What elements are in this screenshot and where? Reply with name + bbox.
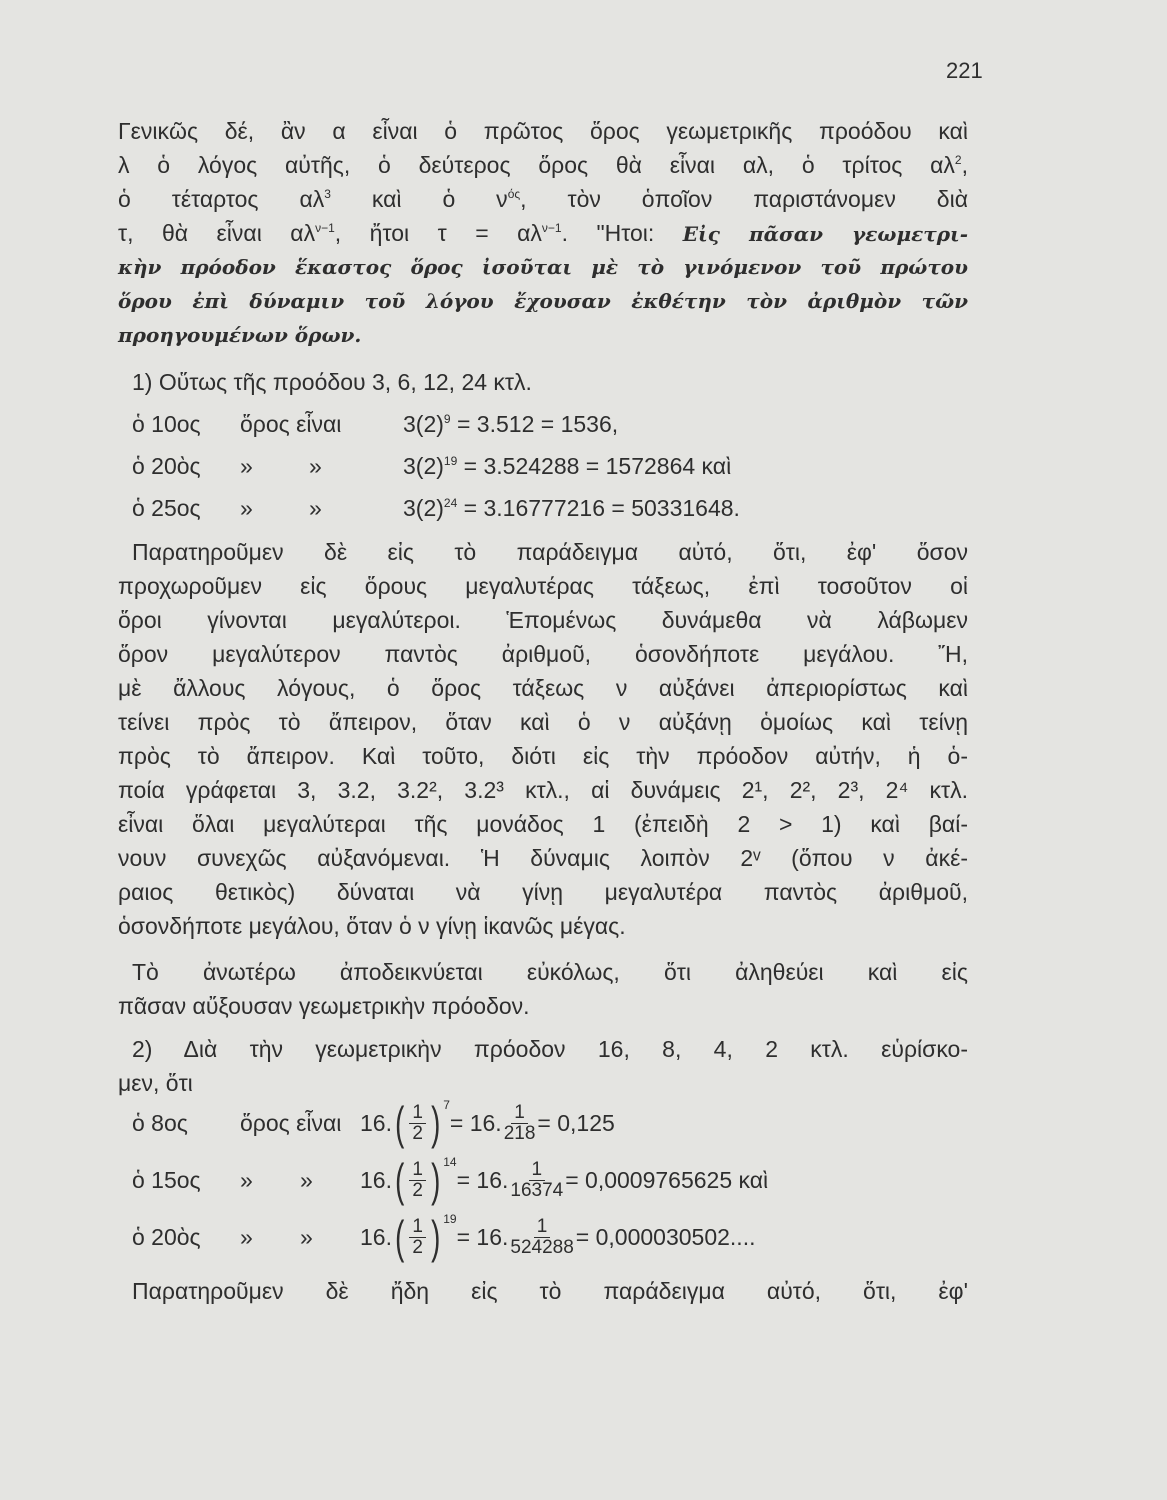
emphasized-theorem: ὅρου ἐπὶ δύναμιν τοῦ λόγου ἔχουσαν ἐκθέτην τὸν ἀριθμὸν τῶν bbox=[118, 289, 968, 313]
text-line: προχωροῦμεν εἰς ὅρους μεγαλυτέρας τάξεως, ἐπὶ τοσοῦτον οἱ bbox=[118, 573, 968, 599]
example-row: ὁ 15ος » » 16. ( $\frac{1}{2}$ ) 14 = 16. $\frac{1}{16374}$ = 0,0009765625 καὶ bbox=[132, 1154, 769, 1206]
text-line: ὁσονδήποτε μεγάλου, ὅταν ὁ ν γίνῃ ἱκανῶς μέγας. bbox=[118, 913, 626, 939]
example-row: ὁ 20ὸς » » $3(2)^{19} = 3.524288 = 1572864$ καὶ bbox=[132, 453, 732, 479]
text-line: ὅρον μεγαλύτερον παντὸς ἀριθμοῦ, ὁσονδήποτε μεγάλου. Ἤ, bbox=[118, 641, 968, 667]
text-line: 2) Διὰ τὴν γεωμετρικὴν πρόοδον 16, 8, 4, 2 κτλ. εὑρίσκο- bbox=[132, 1036, 968, 1062]
text-line: μὲ ἄλλους λόγους, ὁ ὅρος τάξεως ν αὐξάνει ἀπεριορίστως καὶ bbox=[118, 675, 968, 701]
example-row: ὁ 8ος ὅρος εἶναι 16. ( $\frac{1}{2}$ ) 7 = 16. $\frac{1}{218}$ = 0,125 bbox=[132, 1097, 615, 1149]
text-line: Παρατηροῦμεν δὲ εἰς τὸ παράδειγμα αὐτό, ὅτι, ἐφ' ὅσον bbox=[132, 539, 968, 565]
text-line: πᾶσαν αὔξουσαν γεωμετρικὴν πρόοδον. bbox=[118, 993, 530, 1019]
text-line: εἶναι ὅλαι μεγαλύτεραι τῆς μονάδος 1 (ἐπειδὴ 2 > 1) καὶ βαί- bbox=[118, 811, 968, 837]
text-line: Τὸ ἀνωτέρω ἀποδεικνύεται εὐκόλως, ὅτι ἀληθεύει καὶ εἰς bbox=[132, 959, 968, 985]
text-line: τείνει πρὸς τὸ ἄπειρον, ὅταν καὶ ὁ ν αὐξάνῃ ὁμοίως καὶ τείνῃ bbox=[118, 709, 968, 735]
text-line: ὅροι γίνονται μεγαλύτεροι. Ἑπομένως δυνάμεθα νὰ λάβωμεν bbox=[118, 607, 968, 633]
example-intro: 1) Οὕτως τῆς προόδου 3, 6, 12, 24 κτλ. bbox=[132, 369, 532, 395]
page-number: 221 bbox=[946, 58, 983, 83]
example-row: ὁ 10ος ὅρος εἶναι $3(2)^9 = 3.512 = 1536$, bbox=[132, 411, 619, 437]
text-line: ποία γράφεται 3, 3.2, 3.2², 3.2³ κτλ., αἱ δυνάμεις 2¹, 2², 2³, 2⁴ κτλ. bbox=[118, 777, 968, 803]
text-line: ὁ τέταρτος $\alpha\lambda^3$ καὶ ὁ $\nu^{ό\varsigma}$, τὸν ὁποῖον παριστάνομεν διὰ bbox=[118, 186, 968, 212]
emphasized-theorem: Εἰς πᾶσαν γεωμετρι- bbox=[682, 222, 968, 246]
text-line: πρὸς τὸ ἄπειρον. Καὶ τοῦτο, διότι εἰς τὴν πρόοδον αὐτήν, ἡ ὁ- bbox=[118, 743, 968, 769]
emphasized-theorem: κὴν πρόοδον ἕκαστος ὅρος ἰσοῦται μὲ τὸ γινόμενον τοῦ πρώτου bbox=[118, 255, 968, 279]
emphasized-theorem: προηγουμένων ὅρων. bbox=[118, 323, 362, 347]
example-row: ὁ 25ος » » $3(2)^{24} = 3.16777216 = 50331648$. bbox=[132, 495, 740, 521]
text-line: τ, θὰ εἶναι $\alpha\lambda^{\nu-1}$, ἤτοι $\tau = \alpha\lambda^{\nu-1}$. "Ητοι: Εἰς πᾶσαν γεωμετρι- bbox=[118, 220, 968, 246]
text-line: λ ὁ λόγος αὐτῆς, ὁ δεύτερος ὅρος θὰ εἶναι αλ, ὁ τρίτος $\alpha\lambda^2$, bbox=[118, 152, 968, 178]
text-line: ραιος θετικὸς) δύναται νὰ γίνῃ μεγαλυτέρα παντὸς ἀριθμοῦ, bbox=[118, 879, 968, 905]
text-line: μεν, ὅτι bbox=[118, 1070, 193, 1096]
text-line: Παρατηροῦμεν δὲ ἤδη εἰς τὸ παράδειγμα αὐτό, ὅτι, ἐφ' bbox=[132, 1278, 968, 1304]
text-line: νουν συνεχῶς αὐξανόμεναι. Ἡ δύναμις λοιπὸν 2ᵛ (ὅπου ν ἀκέ- bbox=[118, 845, 968, 871]
example-row: ὁ 20ὸς » » 16. ( $\frac{1}{2}$ ) 19 = 16. $\frac{1}{524288}$ = 0,000030502.... bbox=[132, 1211, 756, 1263]
text-line: Γενικῶς δέ, ἂν α εἶναι ὁ πρῶτος ὅρος γεωμετρικῆς προόδου καὶ bbox=[118, 118, 968, 144]
